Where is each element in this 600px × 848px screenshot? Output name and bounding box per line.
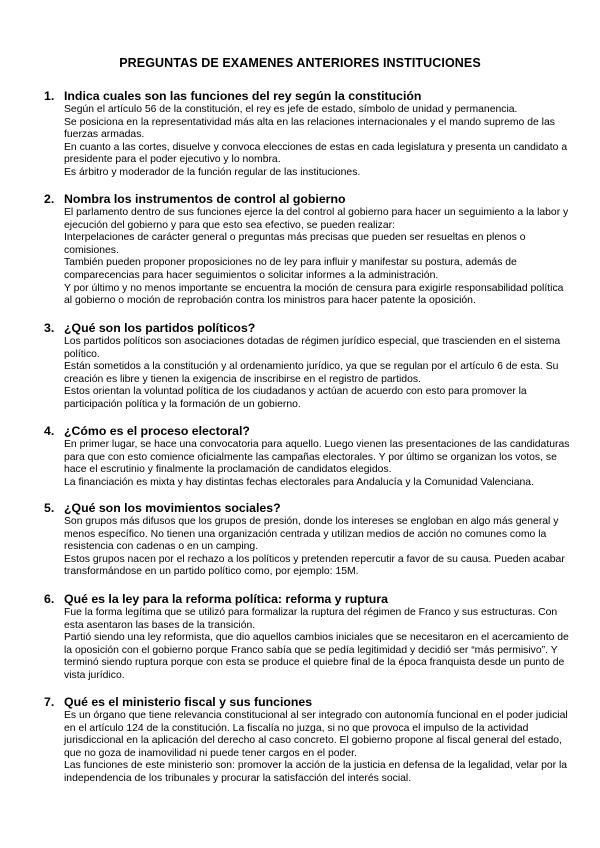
- question-title: Qué es la ley para la reforma política: reforma y ruptura: [64, 592, 388, 606]
- question-title: Nombra los instrumentos de control al gobierno: [64, 192, 346, 206]
- answer-paragraph: Interpelaciones de carácter general o preguntas más precisas que pueden ser resueltas en plenos o comisiones.: [64, 232, 526, 256]
- question-section: [44, 89, 574, 180]
- answer-paragraph: Y por último y no menos importante se encuentra la moción de censura para exigirle responsabilidad política al gobierno o moción de reprobación contra los ministros para hacer patente la oposición.: [64, 282, 564, 307]
- answer-paragraph: Según el artículo 56 de la constitución, el rey es jefe de estado, símbolo de unidad y permanencia.: [64, 104, 518, 115]
- question-section: [44, 192, 574, 308]
- answer-paragraph: En primer lugar, se hace una convocatoria para aquello. Luego vienen las presentaciones de las candidaturas para que con esto comience oficialmente las campañas electorales. Y por último se organizan los votos, se hace el escrutinio y finalmente la proclamación de candidatos elegidos.: [64, 439, 570, 476]
- question-heading: [44, 501, 574, 516]
- answer-text: [64, 607, 574, 683]
- answer-paragraph: El parlamento dentro de sus funciones ejerce la del control al gobierno para hacer un seguimiento a la labor y ejecución del gobierno y para que esto sea efectivo, se pueden realizar:: [64, 207, 569, 231]
- question-section: [44, 424, 574, 489]
- answer-paragraph: Estos orientan la voluntad política de los ciudadanos y actúan de acuerdo con esto para promover la participación política y la formación de un gobierno.: [64, 386, 527, 410]
- answer-text: [64, 516, 574, 579]
- question-number: 1.: [44, 89, 55, 103]
- answer-paragraph: En cuanto a las cortes, disuelve y convoca elecciones de estas en cada legislatura y presenta un candidato a presidente para el poder ejecutivo y lo nombra.: [64, 141, 568, 166]
- answer-text: [64, 710, 574, 786]
- question-heading: [44, 592, 574, 607]
- answer-paragraph: Partió siendo una ley reformista, que dio aquellos cambios iniciales que se necesitaron en el acercamiento de la oposición con el gobierno porque Franco sabía que se pedía legitimidad y decidió ser “más permisivo”. Y terminó siendo ruptura porque con esta se produce el quiebre final de la época franquista desde un punto de vista jurídico.: [64, 632, 569, 681]
- document-title: PREGUNTAS DE EXAMENES ANTERIORES INSTITUCIONES: [119, 56, 481, 70]
- question-number: 6.: [44, 592, 55, 606]
- question-number: 5.: [44, 501, 55, 515]
- question-title: ¿Qué son los movimientos sociales?: [64, 501, 281, 515]
- question-number: 7.: [44, 695, 55, 709]
- answer-paragraph: Los partidos políticos son asociaciones dotadas de régimen jurídico especial, que trascienden en el sistema político.: [64, 336, 561, 360]
- question-section: [44, 695, 574, 786]
- question-heading: [44, 192, 574, 207]
- question-heading: [44, 89, 574, 104]
- question-number: 3.: [44, 321, 55, 335]
- answer-paragraph: Las funciones de este ministerio son: promover la acción de la justicia en defensa de la legalidad, velar por la independencia de los tribunales y procurar la satisfacción del interés social.: [64, 760, 568, 784]
- question-number: 4.: [44, 424, 55, 438]
- answer-paragraph: También pueden proponer proposiciones no de ley para influir y manifestar su postura, además de comparecencias para hacer seguimientos o solicitar informes a la administración.: [64, 257, 517, 281]
- question-section: [44, 321, 574, 412]
- question-section: [44, 501, 574, 579]
- answer-paragraph: Fue la forma legítima que se utilizó para formalizar la ruptura del régimen de Franco y sus estructuras. Con esta asentaron las bases de la transición.: [64, 607, 558, 631]
- answer-text: [64, 336, 574, 412]
- answer-paragraph: Se posiciona en la representatividad más alta en las relaciones internacionales y el mando supremo de las fuerzas armadas.: [64, 116, 555, 141]
- question-title: ¿Cómo es el proceso electoral?: [64, 424, 250, 438]
- answer-paragraph: Son grupos más difusos que los grupos de presión, donde los intereses se engloban en algo más general y menos específico. No tienen una organización centrada y utilizan medios de acción no comunes como la resistencia con cadenas o en un camping.: [64, 516, 559, 553]
- answer-paragraph: Estos grupos nacen por el rechazo a los políticos y pretenden repercutir a favor de su causa. Pueden acabar transformándose en un partido político como, por ejemplo: 15M.: [64, 553, 565, 578]
- answer-text: [64, 207, 574, 308]
- question-title: ¿Qué son los partidos políticos?: [64, 321, 256, 335]
- question-title: Indica cuales son las funciones del rey según la constitución: [64, 89, 422, 103]
- question-heading: [44, 424, 574, 439]
- answer-paragraph: La financiación es mixta y hay distintas fechas electorales para Andalucía y la Comunidad Valenciana.: [64, 476, 534, 488]
- question-number: 2.: [44, 192, 55, 206]
- question-heading: [44, 321, 574, 336]
- answer-paragraph: Es un órgano que tiene relevancia constitucional al ser integrado con autonomía funcional en el poder judicial en el artículo 124 de la constitución. La fiscalía no juzga, si no que provoca el impulso de la actividad jurisdiccional en la aplicación del derecho al caso concreto. El gobierno propone al fiscal general del estado, que no goza de inamovilidad ni puede tener cargos en el poder.: [64, 710, 568, 759]
- answer-text: [64, 104, 574, 180]
- answer-text: [64, 439, 574, 489]
- question-title: Qué es el ministerio fiscal y sus funciones: [64, 695, 313, 709]
- question-section: [44, 592, 574, 683]
- question-heading: [44, 695, 574, 710]
- answer-paragraph: Están sometidos a la constitución y al ordenamiento jurídico, ya que se regulan por el artículo 6 de esta. Su creación es libre y tienen la exigencia de inscribirse en el registro de partidos.: [64, 361, 559, 385]
- answer-paragraph: Es árbitro y moderador de la función regular de las instituciones.: [64, 166, 361, 178]
